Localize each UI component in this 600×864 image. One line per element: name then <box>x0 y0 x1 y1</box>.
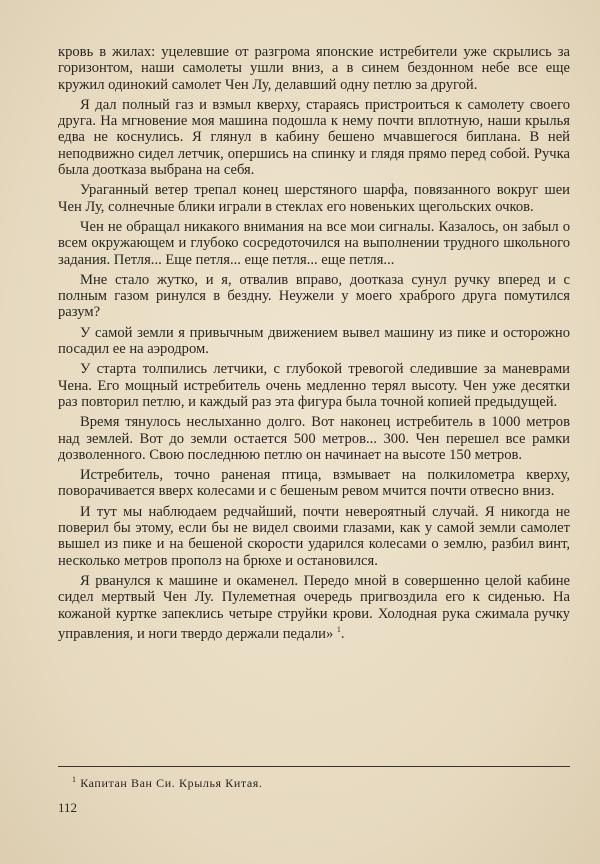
page-number: 112 <box>58 800 78 815</box>
paragraph: кровь в жилах: уцелевшие от разгрома японские истребители уже скрылись за горизонтом, наши самолеты ушли вниз, а в синем бездонном небе все еще кружил одинокий самолет Чен Лу, делавший одну петлю за другой. <box>58 44 570 93</box>
paragraph: Ураганный ветер трепал конец шерстяного шарфа, повязанного вокруг шеи Чен Лу, солнечные блики играли в стеклах его новеньких щегольских очков. <box>58 182 570 215</box>
footnote-reference: 1 <box>336 624 341 634</box>
main-text <box>58 44 570 646</box>
paragraph: Мне стало жутко, и я, отвалив вправо, доотказа сунул ручку вперед и с полным газом ринулся в бездну. Неужели у моего храброго друга помутился разум? <box>58 271 570 321</box>
paragraph-last: Я рванулся к машине и окаменел. Передо мной в совершенно целой кабине сидел мертвый Чен Лу. Пулеметная очередь пригвоздила его к сиденью. На кожаной куртке запеклись четыре струйки крови. Холодная рука сжимала ручку управления, и ноги твердо держали педали» $^1$. <box>58 572 570 642</box>
paragraph: У самой земли я привычным движением вывел машину из пике и осторожно посадил ее на аэродром. <box>58 324 570 358</box>
paragraph: Чен не обращал никакого внимания на все мои сигналы. Казалось, он забыл о всем окружающем и глубоко сосредоточился на выполнении трудного школьного задания. Петля... Еще петля... еще петля... еще петля... <box>58 218 570 268</box>
footnote-text: Капитан Ван Си. Крылья Китая. <box>80 776 263 790</box>
paragraph: У старта толпились летчики, с глубокой тревогой следившие за маневрами Чена. Его мощный истребитель очень медленно терял высоту. Чен уже десятки раз повторил петлю, и каждый раз эта фигура была точной копией предыдущей. <box>58 361 570 410</box>
footnote <box>72 775 263 791</box>
paragraph: Время тянулось неслыханно долго. Вот наконец истребитель в 1000 метров над землей. Вот до земли остается 500 метров... 300. Чен перешел все рамки дозволенного. Свою последнюю петлю он начинает на высоте 150 метров. <box>58 414 570 463</box>
footnote-marker: 1 <box>72 775 77 784</box>
footnote-divider <box>58 766 570 767</box>
paragraph: Я дал полный газ и взмыл кверху, стараясь пристроиться к самолету своего друга. На мгновение моя машина подошла к нему почти вплотную, наши крылья едва не коснулись. Я глянул в кабину бешено мчавшегося биплана. В ней неподвижно сидел летчик, опершись на спинку и глядя прямо перед собой. Ручка была доотказа выбрана на себя. <box>58 96 570 179</box>
paragraph: И тут мы наблюдаем редчайший, почти невероятный случай. Я никогда не поверил бы этому, если бы не видел своими глазами, как у самой земли самолет вышел из пике и на бешеной скорости ударился колесами о землю, разбил винт, несколько метров прополз на брюхе и остановился. <box>58 503 570 569</box>
paragraph-text: Я рванулся к машине и окаменел. Передо мной в совершенно целой кабине сидел мертвый Чен Лу. Пулеметная очередь пригвоздила его к сиденью. На кожаной куртке запеклись четыре струйки крови. Холодная рука сжимала ручку управления, и ноги твердо держали педали» <box>58 572 570 642</box>
paragraph: Истребитель, точно раненая птица, взмывает на полкилометра кверху, поворачивается вверх колесами и с бешеным ревом мчится почти отвесно вниз. <box>58 467 570 500</box>
